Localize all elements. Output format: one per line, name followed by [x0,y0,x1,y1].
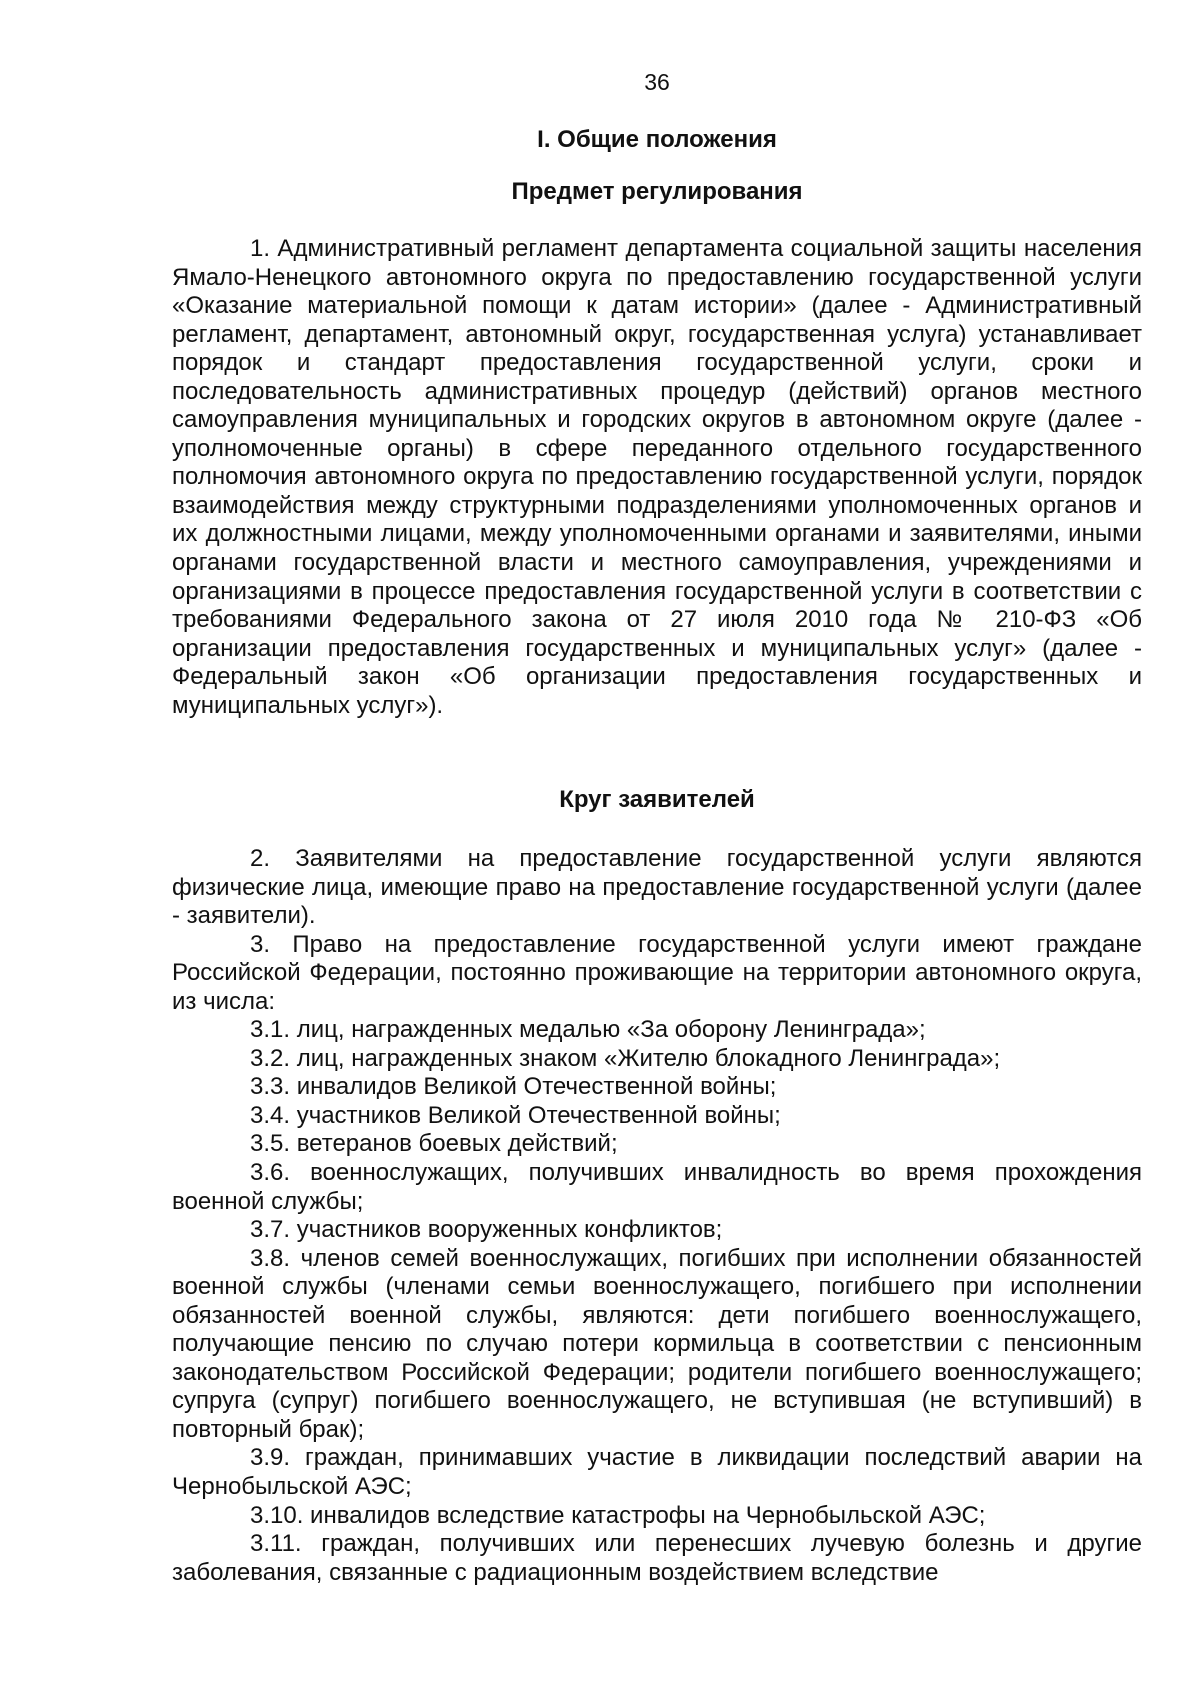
paragraph-3: 3. Право на предоставление государственной услуги имеют граждане Российской Федерации, постоянно проживающие на территории автономного округа, из числа: [172,930,1142,1015]
paragraph-1: 1. Административный регламент департамента социальной защиты населения Ямало-Ненецкого автономного округа по предоставлению государственной услуги «Оказание материальной помощи к датам истории» (далее - Административный регламент, департамент, автономный округ, государственная услуга) устанавливает порядок и стандарт предоставления государственной услуги, сроки и последовательность административных процедур (действий) органов местного самоуправления муниципальных и городских округов в автономном округе (далее - уполномоченные органы) в сфере переданного отдельного государственного полномочия автономного округа по предоставлению государственной услуги, порядок взаимодействия между структурными подразделениями уполномоченных органов и их должностными лицами, между уполномоченными органами и заявителями, иными органами государственной власти и местного самоуправления, учреждениями и организациями в процессе предоставления государственной услуги в соответствии с требованиями Федерального закона от 27 июля 2010 года № 210-ФЗ «Об организации предоставления государственных и муниципальных услуг» (далее - Федеральный закон «Об организации предоставления государственных и муниципальных услуг»). [172,235,1142,719]
list-item-3-7: 3.7. участников вооруженных конфликтов; [250,1216,723,1244]
subject-heading: Предмет регулирования [511,178,803,205]
list-item-3-2: 3.2. лиц, награжденных знаком «Жителю блокадного Ленинграда»; [250,1044,1001,1072]
section-title: I. Общие положения [537,126,777,153]
list-item-3-11: 3.11. граждан, получивших или перенесших лучевую болезнь и другие заболевания, связанные с радиационным воздействием вследствие [172,1530,1142,1586]
list-item-3-1: 3.1. лиц, награжденных медалью «За оборону Ленинграда»; [250,1016,926,1044]
list-item-3-5: 3.5. ветеранов боевых действий; [250,1130,618,1158]
page-number: 36 [644,69,670,95]
list-item-3-6: 3.6. военнослужащих, получивших инвалидность во время прохождения военной службы; [172,1159,1142,1215]
list-item-3-3: 3.3. инвалидов Великой Отечественной войны; [250,1073,777,1101]
regulation-subject-block [172,235,1142,720]
applicants-heading: Круг заявителей [559,786,755,813]
list-item-3-10: 3.10. инвалидов вследствие катастрофы на Чернобыльской АЭС; [250,1501,986,1529]
list-item-3-8: 3.8. членов семей военнослужащих, погибших при исполнении обязанностей военной службы (членами семьи военнослужащего, погибшего при исполнении обязанностей военной службы, являются: дети погибшего военнослужащего, получающие пенсию по случаю потери кормильца в соответствии с пенсионным законодательством Российской Федерации; родители погибшего военнослужащего; супруга (супруг) погибшего военнослужащего, не вступившая (не вступивший) в повторный брак); [172,1244,1142,1443]
list-item-3-9: 3.9. граждан, принимавших участие в ликвидации последствий аварии на Чернобыльской АЭС; [172,1444,1142,1501]
list-item-3-4: 3.4. участников Великой Отечественной войны; [250,1101,781,1129]
applicants-block [172,845,1142,1587]
paragraph-2: 2. Заявителями на предоставление государственной услуги являются физические лица, имеющие право на предоставление государственной услуги (далее - заявители). [172,845,1142,930]
